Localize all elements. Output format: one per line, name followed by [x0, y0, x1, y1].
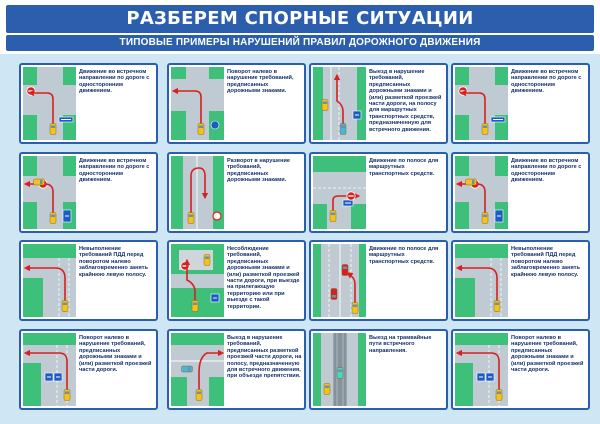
situation-description: Движение во встречном направлении по дороге с односторонним движением.	[79, 69, 150, 95]
situation-card	[167, 240, 306, 321]
situation-description: Выезд на трамвайные пути встречного направления.	[369, 335, 432, 354]
situation-description: Движение по полосе для маршрутных транспортных средств.	[369, 158, 439, 177]
situation-card	[451, 329, 590, 410]
situation-description: Выезд в нарушение требований, предписанных дорожными знаками и (или) разметкой проезжей части дороги, на полосу для маршрутных транспортных средств, предназначенную для встречного движения.	[369, 69, 442, 133]
situation-description: Невыполнение требований ПДД перед поворотом налево заблаговременно занять крайнюю левую полосу.	[79, 246, 148, 278]
header	[0, 0, 600, 54]
road-diagram	[313, 333, 366, 406]
road-diagram	[171, 67, 224, 140]
road-diagram	[455, 333, 508, 406]
situation-card	[451, 152, 590, 233]
situation-card	[309, 329, 448, 410]
road-diagram	[23, 333, 76, 406]
situation-description: Движение по полосе для маршрутных транспортных средств.	[369, 246, 439, 265]
road-diagram	[455, 244, 508, 317]
situation-description: Несоблюдение требований, предписанных дорожными знаками и (или) разметкой проезжей части дороги, при выезде на прилегающую территорию или при выезде с такой территории.	[227, 246, 300, 310]
situation-description: Поворот налево в нарушение требований, предписанных дорожными знаками и (или) разметкой проезжей части дороги.	[511, 335, 584, 374]
situation-card	[309, 152, 448, 233]
road-diagram	[455, 67, 508, 140]
situation-card	[309, 63, 448, 144]
road-diagram	[455, 156, 508, 229]
road-diagram	[23, 67, 76, 140]
situation-card	[451, 63, 590, 144]
situation-description: Поворот налево в нарушение требований, предписанных дорожными знаками.	[227, 69, 294, 95]
situation-card	[309, 240, 448, 321]
road-diagram	[171, 156, 224, 229]
road-diagram	[313, 67, 366, 140]
situation-card	[167, 63, 306, 144]
situation-description: Движение во встречном направлении по дороге с односторонним движением.	[511, 69, 582, 95]
title-bar	[6, 5, 594, 33]
subtitle-bar	[6, 35, 594, 51]
situation-card	[167, 152, 306, 233]
situation-description: Выезд в нарушение требований, предписанных разметкой проезжей части дороги, на полосу, предназначенную для встречного движения, при объезде препятствия.	[227, 335, 302, 380]
situation-card	[167, 329, 306, 410]
road-diagram	[171, 333, 224, 406]
road-diagram	[171, 244, 224, 317]
road-diagram	[313, 156, 366, 229]
situation-description: Невыполнение требований ПДД перед поворотом налево заблаговременно занять крайнюю левую полосу.	[511, 246, 580, 278]
page-subtitle: ТИПОВЫЕ ПРИМЕРЫ НАРУШЕНИЙ ПРАВИЛ ДОРОЖНОГО ДВИЖЕНИЯ	[119, 37, 481, 48]
situation-card	[19, 63, 158, 144]
situation-description: Поворот налево в нарушение требований, предписанных дорожными знаками и (или) разметкой проезжей части дороги.	[79, 335, 152, 374]
page-title: РАЗБЕРЕМ СПОРНЫЕ СИТУАЦИИ	[126, 8, 474, 29]
situation-card	[19, 152, 158, 233]
situation-description: Движение во встречном направлении по дороге с односторонним движением.	[79, 158, 150, 184]
situation-card	[19, 329, 158, 410]
situation-description: Разворот в нарушение требований, предписанных дорожными знаками.	[227, 158, 291, 184]
situation-card	[451, 240, 590, 321]
road-diagram	[23, 156, 76, 229]
road-diagram	[23, 244, 76, 317]
road-diagram	[313, 244, 366, 317]
situation-card	[19, 240, 158, 321]
situation-description: Движение во встречном направлении по дороге с односторонним движением.	[511, 158, 582, 184]
